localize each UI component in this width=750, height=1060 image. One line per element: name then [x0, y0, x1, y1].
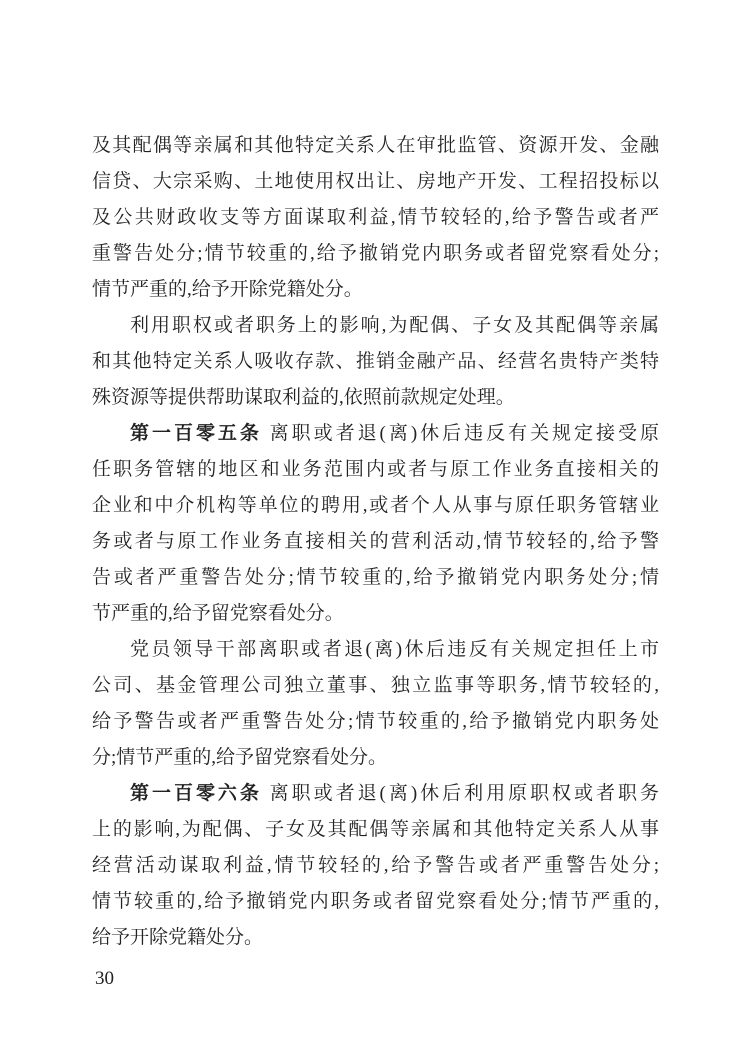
text-line	[92, 164, 659, 200]
text-line	[92, 920, 659, 956]
text-segment: 任职务管辖的地区和业务范围内或者与原工作业务直接相关的	[92, 459, 659, 480]
text-line	[92, 236, 659, 272]
text-segment: 告或者严重警告处分;情节较重的,给予撤销党内职务处分;情	[92, 567, 659, 588]
text-segment: 及公共财政收支等方面谋取利益,情节较轻的,给予警告或者严	[92, 207, 659, 228]
text-line	[92, 344, 659, 380]
text-line	[92, 776, 659, 812]
page-number: 30	[95, 968, 114, 989]
text-segment: 务或者与原工作业务直接相关的营利活动,情节较轻的,给予警	[92, 531, 659, 552]
text-segment: 分;情节严重的,给予留党察看处分。	[92, 747, 388, 768]
article-number: 第一百零六条	[130, 783, 262, 804]
text-segment: 上的影响,为配偶、子女及其配偶等亲属和其他特定关系人从事	[92, 819, 659, 840]
text-segment: 信贷、大宗采购、土地使用权出让、房地产开发、工程招投标以	[92, 171, 659, 192]
text-segment: 公司、基金管理公司独立董事、独立监事等职务,情节较轻的,	[92, 675, 659, 696]
text-segment: 及其配偶等亲属和其他特定关系人在审批监管、资源开发、金融	[92, 135, 659, 156]
text-line	[92, 128, 659, 164]
text-line	[92, 812, 659, 848]
text-line	[92, 632, 659, 668]
article-number: 第一百零五条	[130, 423, 262, 444]
text-segment: 企业和中介机构等单位的聘用,或者个人从事与原任职务管辖业	[92, 495, 659, 516]
text-segment: 重警告处分;情节较重的,给予撤销党内职务或者留党察看处分;	[92, 243, 659, 264]
text-line	[92, 884, 659, 920]
text-line	[92, 200, 659, 236]
text-line	[92, 668, 659, 704]
text-segment: 情节较重的,给予撤销党内职务或者留党察看处分;情节严重的,	[92, 891, 659, 912]
text-line	[92, 596, 659, 632]
text-segment: 利用职权或者职务上的影响,为配偶、子女及其配偶等亲属	[130, 315, 659, 336]
text-line	[92, 560, 659, 596]
text-line	[92, 380, 659, 416]
text-segment: 情节严重的,给予开除党籍处分。	[92, 279, 363, 300]
text-line	[92, 740, 659, 776]
text-segment: 给予警告或者严重警告处分;情节较重的,给予撤销党内职务处	[92, 711, 659, 732]
text-line	[92, 524, 659, 560]
text-segment: 离职或者退(离)休后违反有关规定接受原	[261, 423, 659, 444]
text-segment: 节严重的,给予留党察看处分。	[92, 603, 344, 624]
text-line	[92, 848, 659, 884]
text-line	[92, 488, 659, 524]
text-segment: 和其他特定关系人吸收存款、推销金融产品、经营名贵特产类特	[92, 351, 659, 372]
text-segment: 给予开除党籍处分。	[92, 927, 264, 948]
text-segment: 殊资源等提供帮助谋取利益的,依照前款规定处理。	[92, 387, 515, 408]
text-segment: 党员领导干部离职或者退(离)休后违反有关规定担任上市	[130, 639, 659, 660]
text-line	[92, 704, 659, 740]
text-segment: 离职或者退(离)休后利用原职权或者职务	[261, 783, 659, 804]
text-line	[92, 416, 659, 452]
text-segment: 经营活动谋取利益,情节较轻的,给予警告或者严重警告处分;	[92, 855, 659, 876]
body-text	[92, 128, 659, 956]
text-line	[92, 308, 659, 344]
text-line	[92, 452, 659, 488]
text-line	[92, 272, 659, 308]
